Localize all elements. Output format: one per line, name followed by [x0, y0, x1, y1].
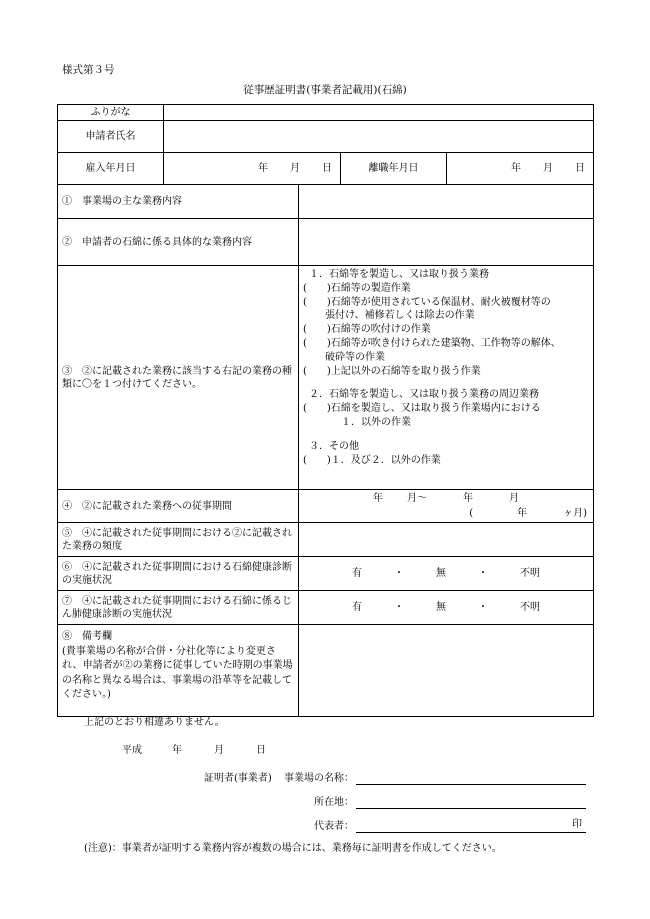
leave-year-unit: 年 [511, 163, 521, 174]
checkup-unknown[interactable]: 不明 [520, 568, 540, 579]
workplace-label: 事業場の名称： [284, 773, 354, 784]
q2-label: ② 申請者の石綿に係る具体的な業務内容 [58, 219, 299, 266]
applicant-name-label: 申請者氏名 [58, 121, 164, 153]
q3-label: ③ ②に記載された業務に該当する右記の業務の種類に〇を１つ付けてください。 [58, 266, 299, 490]
duration-open: ( [469, 508, 474, 519]
pneumo-no[interactable]: 無 [436, 602, 446, 613]
hire-year-unit: 年 [258, 163, 268, 174]
q8-row [58, 625, 594, 717]
checkup-no[interactable]: 無 [436, 568, 446, 579]
date-day: 日 [256, 745, 266, 756]
option-insulation-work[interactable]: ( )石綿等が使用されている保温材、耐火被覆材等の [303, 296, 551, 308]
leave-date-label: 離職年月日 [341, 153, 447, 185]
q5-label: ⑤ ④に記載された従事期間における②に記載された業務の頻度 [58, 523, 299, 557]
hire-date-label: 雇入年月日 [58, 153, 164, 185]
representative-line[interactable] [356, 820, 586, 833]
representative-label: 代表者： [314, 821, 354, 832]
pneumo-unknown[interactable]: 不明 [520, 602, 540, 613]
checkup-dot-1: ・ [394, 568, 404, 579]
q2-field[interactable] [299, 219, 594, 266]
q1-row [58, 185, 594, 219]
group2-title: ２．石綿等を製造し、又は取り扱う業務の周辺業務 [309, 389, 539, 401]
date-year: 年 [172, 745, 182, 756]
hire-date-field[interactable] [164, 153, 341, 185]
period-end-month: 月 [509, 493, 519, 504]
q2-row [58, 219, 594, 266]
date-line [122, 744, 266, 757]
period-start-year: 年 [373, 493, 383, 504]
asbestos-checkup-options [299, 557, 594, 591]
option-demolition-work-cont: 破砕等の作業 [325, 351, 385, 363]
q5-row [58, 523, 594, 557]
caution-note: (注意)：事業者が証明する業務内容が複数の場合には、業務毎に証明書を作成してください。 [84, 843, 502, 854]
furigana-field[interactable] [164, 105, 594, 121]
q4-label: ④ ②に記載された業務への従事期間 [58, 490, 299, 523]
remarks-title: ⑧ 備考欄 [62, 631, 112, 642]
option-insulation-work-cont: 張付け、補修若しくは除去の作業 [325, 310, 475, 322]
q7-label: ⑦ ④に記載された従事期間における石綿に係るじん肺健康診断の実施状況 [58, 591, 299, 625]
workplace-name-line[interactable] [356, 772, 586, 785]
leave-month-unit: 月 [543, 163, 553, 174]
group1-title: １．石綿等を製造し、又は取り扱う業務 [309, 269, 489, 280]
leave-date-field[interactable] [447, 153, 594, 185]
group3-title: ３．その他 [309, 440, 359, 452]
date-month: 月 [214, 745, 224, 756]
option-asbestos-manufacturing[interactable]: ( )石綿等の製造作業 [303, 282, 411, 294]
q1-field[interactable] [299, 185, 594, 219]
q6-row [58, 557, 594, 591]
name-row [58, 121, 594, 153]
hire-day-unit: 日 [322, 163, 332, 174]
checkup-dot-2: ・ [478, 568, 488, 579]
q3-row [58, 266, 594, 490]
option-other[interactable]: ( )１．及び２．以外の作業 [303, 454, 441, 466]
pneumo-dot-2: ・ [478, 602, 488, 613]
remarks-field[interactable] [299, 625, 594, 717]
duration-month: ヶ月) [563, 508, 587, 519]
q4-row [58, 490, 594, 523]
dates-row [58, 153, 594, 185]
furigana-row [58, 105, 594, 121]
address-line[interactable] [356, 796, 586, 809]
address-label: 所在地： [314, 797, 354, 808]
seal-mark: 印 [572, 819, 582, 830]
q7-row [58, 591, 594, 625]
option-peripheral-work-cont: １．以外の作業 [341, 416, 411, 428]
frequency-field[interactable] [299, 523, 594, 557]
remarks-label [58, 625, 299, 717]
option-spraying-work[interactable]: ( )石綿等の吹付けの作業 [303, 324, 431, 336]
hire-month-unit: 月 [290, 163, 300, 174]
option-peripheral-work[interactable]: ( )石綿を製造し、又は取り扱う作業場内における [303, 403, 541, 415]
pneumo-dot-1: ・ [394, 602, 404, 613]
work-type-options [299, 266, 594, 490]
certifier-label: 証明者(事業者) [204, 773, 272, 784]
leave-day-unit: 日 [575, 163, 585, 174]
q1-label: ① 事業場の主な業務内容 [58, 185, 299, 219]
option-demolition-work[interactable]: ( )石綿等が吹き付けられた建築物、工作物等の解体、 [303, 337, 561, 349]
form-number: 様式第３号 [62, 64, 115, 76]
option-other-handling[interactable]: ( )上記以外の石綿等を取り扱う作業 [303, 365, 481, 377]
certificate-table [57, 104, 594, 717]
applicant-name-field[interactable] [164, 121, 594, 153]
pneumo-yes[interactable]: 有 [352, 602, 362, 613]
q6-label: ⑥ ④に記載された従事期間における石綿健康診断の実施状況 [58, 557, 299, 591]
pneumoconiosis-checkup-options [299, 591, 594, 625]
period-end-year: 年 [463, 493, 473, 504]
employment-period-field[interactable] [299, 490, 594, 523]
certify-statement: 上記のとおり相違ありません。 [84, 717, 225, 728]
remarks-note: (貴事業場の名称が合併・分社化等により変更され、申請者が②の業務に従事していた時期の事業場の名称と異なる場合は、事業場の沿革等を記載してください。) [62, 645, 293, 700]
era-label: 平成 [122, 745, 142, 756]
page-title: 従事歴証明書(事業者記載用)(石綿) [243, 84, 407, 96]
duration-year: 年 [517, 508, 528, 519]
furigana-label: ふりがな [58, 105, 164, 121]
checkup-yes[interactable]: 有 [352, 568, 362, 579]
period-start-month: 月〜 [407, 493, 427, 504]
